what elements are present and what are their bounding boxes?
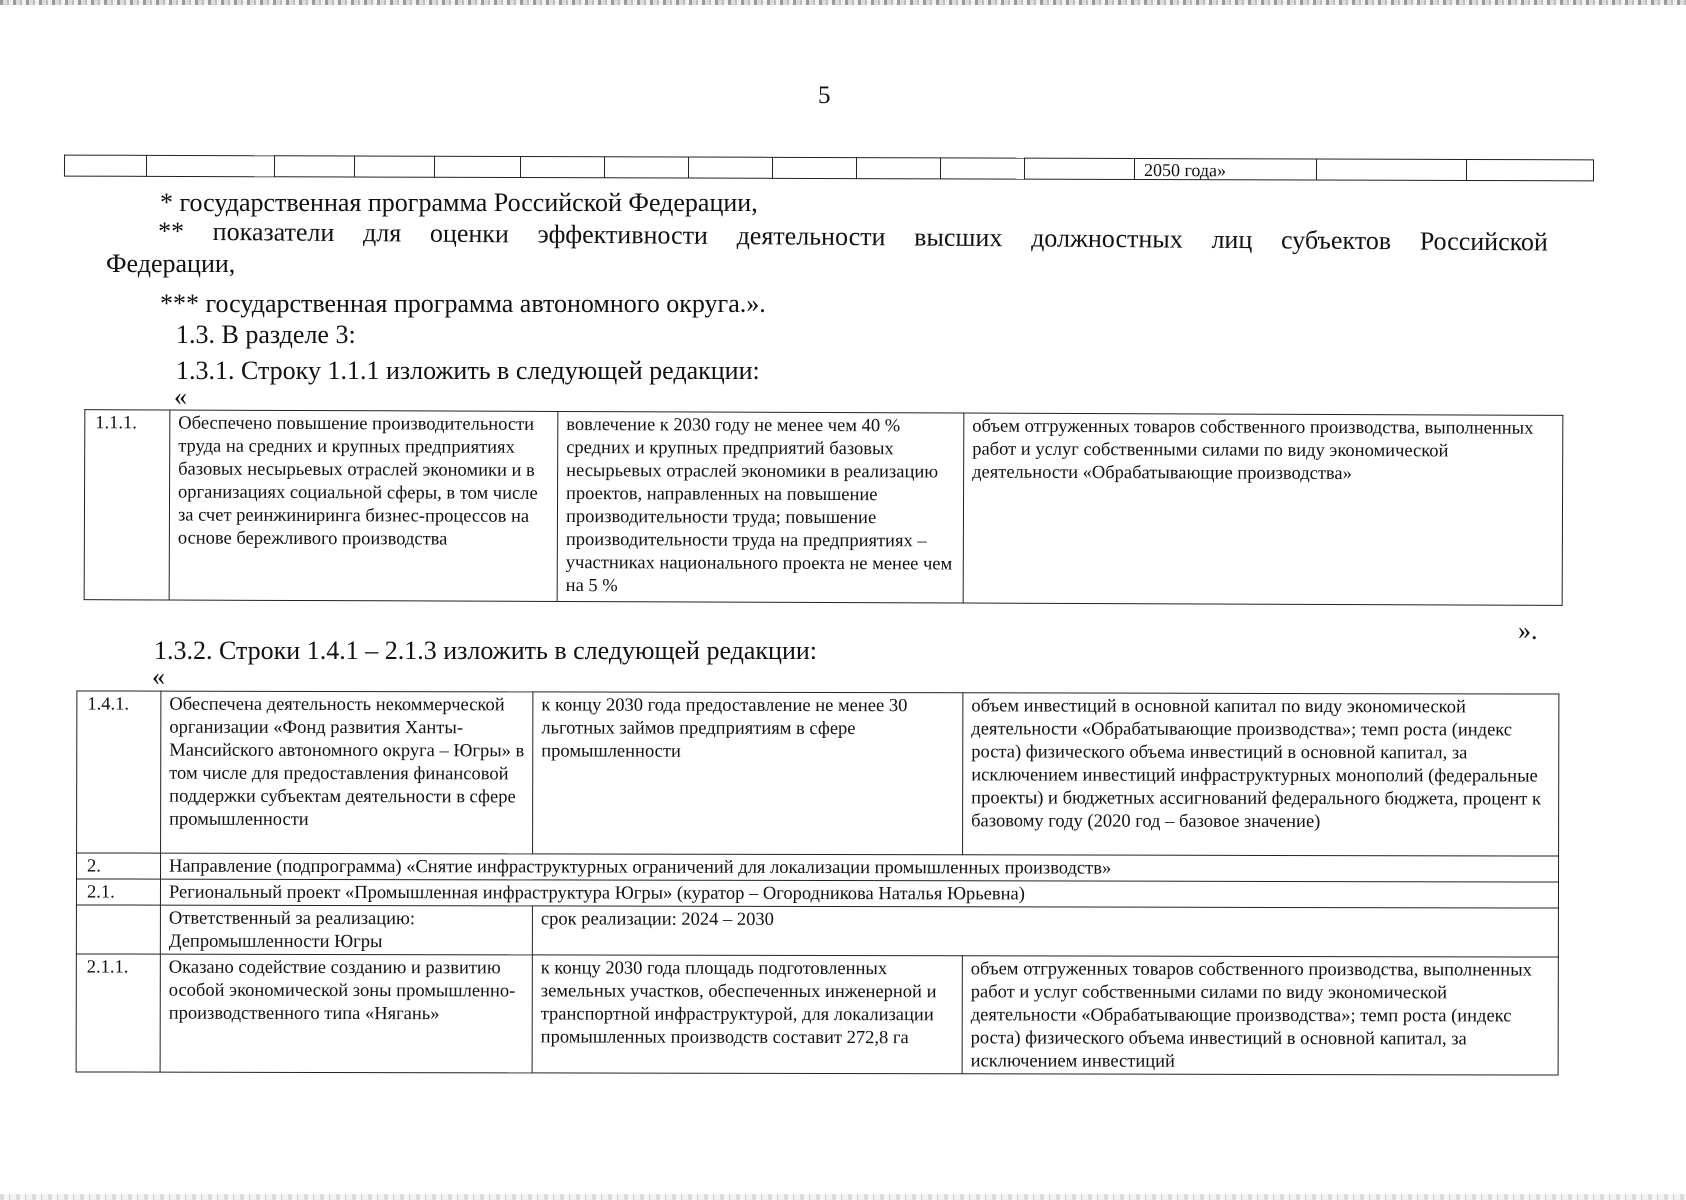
- indicator-cell: объем отгруженных товаров собственного производства, выполненных работ и услуг собственными силами по виду экономической деятельности «Обрабатывающие производства»: [963, 413, 1563, 605]
- footnote-2-word: оценки: [429, 218, 510, 249]
- footnote-2: [158, 217, 1548, 258]
- remnant-cell: [856, 157, 940, 179]
- scan-edge-top: [0, 0, 1686, 5]
- table-row: [76, 905, 1558, 957]
- result-cell: к концу 2030 года площадь подготовленных земельных участков, обеспеченных инженерной и транспортной инфраструктурой, для локализации промышленных производств составит 272,8 га: [532, 955, 962, 1074]
- instruction-2: 1.3.2. Строки 1.4.1 – 2.1.3 изложить в следующей редакции:: [154, 636, 818, 665]
- open-quote-1: «: [174, 382, 187, 411]
- responsible-cell: Ответственный за реализацию: Депромышленности Югры: [160, 905, 532, 955]
- open-quote-2: «: [152, 662, 165, 691]
- table-row: [77, 691, 1559, 856]
- row-number: 2.1.1.: [76, 954, 160, 1072]
- page-number: 5: [818, 82, 831, 109]
- indicator-cell: объем инвестиций в основной капитал по виду экономической деятельности «Обрабатывающие производства»; темп роста (индекс роста) физического объема инвестиций в основной капитал, за исключением инвестиций инфраструктурных монополий (федеральные проекты) и бюджетных ассигнований федерального бюджета, процент к базовому году (2020 год – базовое значение): [963, 693, 1559, 856]
- result-cell: вовлечение к 2030 году не менее чем 40 % средних и крупных предприятий базовых несырьевых отраслей экономики в реализацию проектов, направленных на повышение производительности труда; повышение производительности труда на предприятиях – участниках национального проекта не менее чем на 5 %: [557, 411, 964, 603]
- table-row: [76, 879, 1558, 908]
- table-row-1-1-1: [84, 409, 1564, 606]
- result-cell: к концу 2030 года предоставление не менее 30 льготных займов предприятиям в сфере промышленности: [533, 692, 963, 855]
- remnant-cell: [1466, 159, 1594, 181]
- table-row: [77, 853, 1559, 882]
- footnote-2-word: Российской: [1419, 226, 1549, 257]
- remnant-cell: [434, 156, 520, 178]
- footnote-2-word: должностных: [1031, 223, 1183, 254]
- row-number: 1.1.1.: [84, 410, 170, 600]
- remnant-cell: [520, 156, 604, 178]
- footnote-2-word: деятельности: [736, 221, 886, 252]
- footnote-2-word: лиц: [1211, 224, 1253, 255]
- task-cell: Обеспечена деятельность некоммерческой организации «Фонд развития Ханты-Мансийского автономного округа – Югры» в том числе для предоставления финансовой поддержки субъектам деятельности в сфере промышленности: [161, 691, 533, 854]
- close-quote: ».: [1518, 616, 1538, 645]
- task-cell: Обеспечено повышение производительности труда на средних и крупных предприятиях базовых несырьевых отраслей экономики и в организациях социальной сферы, в том числе за счет реинжиниринга бизнес-процессов на основе бережливого производства: [169, 410, 558, 601]
- remnant-cell-text: 2050 года»: [1143, 159, 1227, 181]
- remnant-cell: [940, 157, 1024, 179]
- task-cell: Оказано содействие созданию и развитию особой экономической зоны промышленно-производственного типа «Нягань»: [160, 954, 532, 1073]
- footnote-2-word: субъектов: [1280, 225, 1392, 256]
- row-number: 1.4.1.: [77, 691, 161, 853]
- footnote-2-word: эффективности: [537, 219, 709, 250]
- remnant-cell: [772, 157, 856, 179]
- footnote-2-continuation: Федерации,: [106, 249, 236, 278]
- period-cell: срок реализации: 2024 – 2030: [532, 906, 1558, 957]
- remnant-cell: [274, 155, 354, 177]
- table-row: [84, 410, 1563, 606]
- table-row: [76, 954, 1558, 1075]
- footnote-2-word: **: [157, 216, 185, 246]
- indicator-cell: объем отгруженных товаров собственного производства, выполненных работ и услуг собственными силами по виду экономической деятельности «Обрабатывающие производства»; темп роста (индекс роста) физического объема инвестиций в основной капитал, за исключением инвестиций: [962, 956, 1558, 1075]
- remnant-cell: [354, 156, 434, 178]
- footnote-2-word: для: [362, 218, 402, 248]
- remnant-cell: [604, 156, 688, 178]
- table-rows-1-4-1-to-2-1-1: [76, 690, 1560, 1075]
- project-cell: Региональный проект «Промышленная инфраструктура Югры» (куратор – Огородникова Наталья Юрьевна): [160, 879, 1558, 908]
- remnant-cell: [688, 157, 772, 179]
- direction-cell: Направление (подпрограмма) «Снятие инфраструктурных ограничений для локализации промышленных производств»: [161, 853, 1559, 882]
- footnote-1: * государственная программа Российской Федерации,: [160, 188, 758, 217]
- footnote-3: *** государственная программа автономного округа.».: [160, 289, 766, 318]
- instruction-1: 1.3.1. Строку 1.1.1 изложить в следующей редакции:: [176, 356, 760, 385]
- remnant-cell: [1316, 159, 1466, 181]
- remnant-cell: [64, 155, 146, 177]
- remnant-cell: [1024, 158, 1134, 180]
- footnote-2-word: показатели: [212, 216, 335, 247]
- row-number: 2.1.: [76, 879, 160, 905]
- remnant-table-row: [64, 155, 1594, 184]
- row-number: [76, 905, 160, 954]
- section-heading: 1.3. В разделе 3:: [176, 320, 356, 349]
- row-number: 2.: [77, 853, 161, 879]
- footnote-2-word: высших: [914, 222, 1003, 253]
- remnant-cell: [146, 155, 274, 177]
- scan-edge-bottom: [0, 1194, 1686, 1200]
